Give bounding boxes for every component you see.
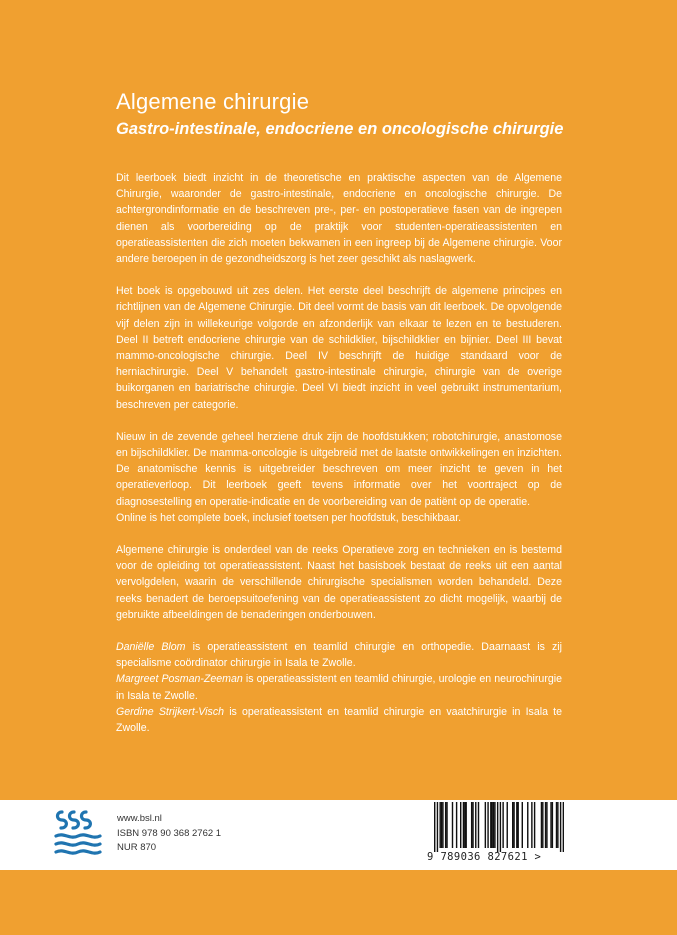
barcode-bar [517, 802, 518, 848]
barcode-bar [441, 802, 442, 848]
blurb-paragraph-4: Online is het complete boek, inclusief toetsen per hoofdstuk, beschikbaar. [116, 511, 462, 524]
barcode-bar [471, 802, 472, 848]
barcode-bar [490, 802, 491, 848]
barcode-bar [534, 802, 535, 848]
barcode-bar [500, 802, 501, 852]
barcode-bar [463, 802, 464, 848]
barcode-bar [545, 802, 546, 848]
barcode-bar [531, 802, 532, 848]
barcode-bar [516, 802, 517, 848]
book-subtitle: Gastro-intestinale, endocriene en oncologische chirurgie [116, 120, 564, 138]
author-bio [116, 704, 562, 736]
barcode-bar [472, 802, 473, 848]
author-bio [116, 671, 562, 703]
barcode-bar [513, 802, 514, 848]
blurb-paragraph-5: Algemene chirurgie is onderdeel van de reeks Operatieve zorg en technieken en is bestemd voor de opleiding tot operatieassistent. Naast het basisboek bestaat de reeks uit een aantal vervolgdelen, waarin de verschillende chirurgische specialismen worden behandeld. Deze reeks benadert de beroepsuitoefening van de operatieassistent zo dicht mogelijk, waarbij de gebruikte afbeeldingen de benaderingen onderbouwen. [116, 544, 562, 621]
barcode-bar [550, 802, 551, 848]
author-name: Gerdine Strijkert-Visch [116, 705, 225, 718]
barcode-bar [556, 802, 557, 848]
author-bio [116, 639, 562, 671]
barcode-bar [442, 802, 443, 848]
barcode-bar [560, 802, 561, 852]
barcode-bar [478, 802, 479, 848]
author-description: is operatieassistent en teamlid chirurgie en orthopedie. Daarnaast is zij specialisme coördinator chirurgie in Isala te Zwolle. [116, 641, 563, 670]
nur-code: NUR 870 [117, 842, 157, 853]
bsl-logo-icon [50, 806, 104, 860]
barcode-bar [452, 802, 453, 848]
barcode-bar [552, 802, 553, 848]
barcode-bar [491, 802, 492, 848]
barcode-bar [494, 802, 495, 848]
barcode-bar [464, 802, 465, 848]
barcode-bar [541, 802, 542, 848]
barcode-bar [434, 802, 435, 852]
barcode-bar [460, 802, 461, 848]
blurb-paragraph-3: Nieuw in de zevende geheel herziene druk zijn de hoofdstukken; robotchirurgie, anastomose en bijschildklier. De mamma-oncologie is uitgebreid met de laatste ontwikkelingen en inzichten. De anatomische kennis is uitgebreider beschreven om meer inzicht te geven in het operatieverloop. Dit leerboek geeft tevens informatie over het voortraject op de diagnosestelling en operatie-indicatie en de voorbereiding van de patiënt op de operatie. [116, 430, 562, 508]
barcode-bar [512, 802, 513, 848]
author-bios [116, 639, 562, 736]
author-description: is operatieassistent en teamlid chirurgie, urologie en neurochirurgie in Isala te Zwolle. [116, 673, 562, 702]
barcode-bar [439, 802, 440, 848]
isbn-barcode [434, 802, 564, 852]
barcode-bar [563, 802, 564, 852]
book-title: Algemene chirurgie [116, 89, 310, 114]
blurb-paragraph-1: Dit leerboek biedt inzicht in de theoretische en praktische aspecten van de Algemene Chirurgie, waaronder de gastro-intestinale, endocriene en oncologische chirurgie. De achtergrondinformatie en de beschreven pre-, per- en postoperatieve fasen van de ingrepen dienen als voorbereiding op de praktijk voor studenten-operatieassistenten en operatieassistenten die zich moeten bekwamen in een ingreep bij de Algemene chirurgie. Voor andere beroepen in de gezondheidszorg is het zeer geschikt als naslagwerk. [116, 172, 562, 266]
barcode-bar [507, 802, 508, 848]
barcode-bar [456, 802, 457, 848]
barcode-bar [437, 802, 438, 852]
blurb-paragraph-2: Het boek is opgebouwd uit zes delen. Het eerste deel beschrijft de algemene principes en richtlijnen van de Algemene Chirurgie. Dit deel vormt de basis van dit leerboek. De opvolgende vijf delen zijn in willekeurige volgorde en afzonderlijk van elkaar te lezen en te bestuderen. Deel II betreft endocriene chirurgie van de schildklier, bijschildklier en bijnier. Deel III bevat mammo-oncologische chirurgie. Deel IV beschrijft de huidige standaard voor de herniachirurgie. Deel V behandelt gastro-intestinale chirurgie, chirurgie van de overige buikorganen en bariatrische chirurgie. Deel VI biedt inzicht in veel gebruikt instrumentarium, beschreven per categorie. [116, 285, 562, 411]
publisher-website: www.bsl.nl [117, 813, 162, 824]
publisher-info [117, 812, 221, 856]
barcode-bar [445, 802, 446, 848]
barcode-bar [502, 802, 503, 848]
barcode-bar [465, 802, 466, 848]
barcode-bar [522, 802, 523, 848]
author-name: Margreet Posman-Zeeman [116, 673, 243, 686]
barcode-bar [485, 802, 486, 848]
barcode-bar [446, 802, 447, 848]
barcode-bar [493, 802, 494, 848]
barcode-bar [542, 802, 543, 848]
barcode-bar [546, 802, 547, 848]
barcode-bar [557, 802, 558, 848]
author-name: Daniëlle Blom [116, 641, 186, 654]
barcode-bar [487, 802, 488, 848]
author-description: is operatieassistent en teamlid chirurgie en vaatchirurgie in Isala te Zwolle. [116, 705, 562, 735]
barcode-bar [527, 802, 528, 848]
barcode-bar [497, 802, 498, 852]
barcode-bar [475, 802, 476, 848]
isbn: ISBN 978 90 368 2762 1 [117, 827, 222, 839]
blurb [116, 170, 562, 736]
barcode-number: 9 789036 827621 > [427, 851, 542, 863]
